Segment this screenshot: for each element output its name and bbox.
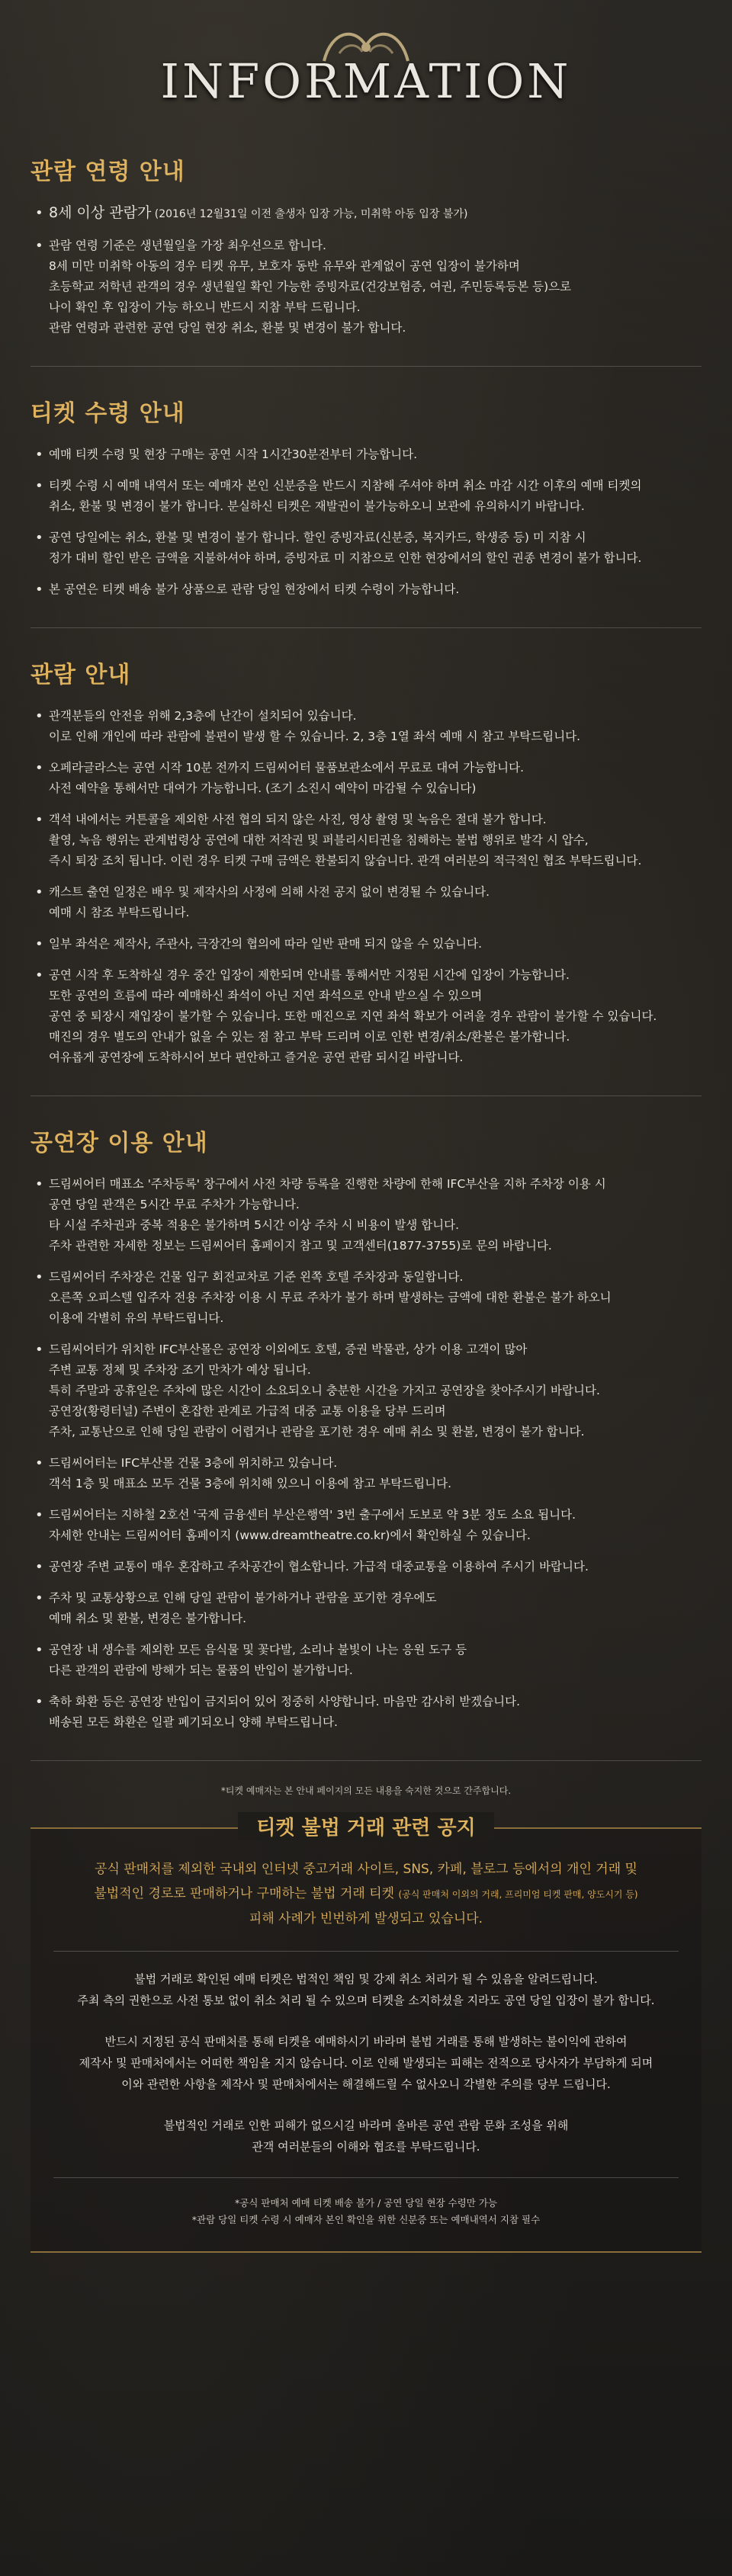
list-line: 초등학교 저학년 관객의 경우 생년월일 확인 가능한 증빙자료(건강보험증, 여권, 주민등록등본 등)으로 (49, 280, 572, 294)
list-line: • 예매 티켓 수령 및 현장 구매는 공연 시작 1시간30분전부터 가능합니다. (49, 448, 418, 461)
list-line: 또한 공연의 흐름에 따라 예매하신 좌석이 아닌 지연 좌석으로 안내 받으실 수 있으며 (49, 989, 483, 1002)
list-line: 주차 관련한 자세한 정보는 드림씨어터 홈페이지 참고 및 고객센터(1877-3755)로 문의 바랍니다. (49, 1239, 552, 1253)
venue-section-title: 공연장 이용 안내 (30, 1130, 208, 1156)
list-item (30, 1174, 702, 1256)
notice-paragraph (53, 2031, 679, 2095)
list-line: • 드림씨어터가 위치한 IFC부산몰은 공연장 이외에도 호텔, 증권 박물관, 상가 이용 고객이 많아 (49, 1343, 528, 1356)
list-line: • 공연장 내 생수를 제외한 모든 음식물 및 꽃다발, 소리나 불빛이 나는 응원 도구 등 (49, 1643, 467, 1657)
notice-line: 반드시 지정된 공식 판매처를 통해 티켓을 예매하시기 바라며 불법 거래를 통해 발생하는 불이익에 관하여 (104, 2035, 628, 2048)
list-line: 특히 주말과 공휴일은 주차에 많은 시간이 소요되오니 충분한 시간을 가지고 공연장을 찾아주시기 바랍니다. (49, 1384, 600, 1397)
divider (30, 627, 702, 628)
ticket-section (0, 394, 732, 600)
notice-line: 불법적인 경로로 판매하거나 구매하는 불법 거래 티켓 (94, 1886, 395, 1901)
list-line: • 드림씨어터 매표소 '주차등록' 창구에서 사전 차량 등록을 진행한 차량에 한해 IFC부산을 지하 주차장 이용 시 (49, 1177, 606, 1191)
notice-line: 주최 측의 권한으로 사전 통보 없이 취소 처리 될 수 있으며 티켓을 소지하셨을 지라도 공연 당일 입장이 불가 합니다. (77, 1994, 655, 2007)
list-line: • 공연장 주변 교통이 매우 혼잡하고 주차공간이 협소합니다. 가급적 대중교통을 이용하여 주시기 바랍니다. (49, 1560, 589, 1574)
notice-line: 피해 사례가 빈번하게 발생되고 있습니다. (249, 1911, 483, 1926)
notice-paragraph (53, 2115, 679, 2157)
list-line: • 오페라글라스는 공연 시작 10분 전까지 드림씨어터 물품보관소에서 무료로 대여 가능합니다. (49, 761, 524, 775)
venue-section (0, 1124, 732, 1733)
notice-line: 이와 관련한 사항을 제작사 및 판매처에서는 해결해드릴 수 없사오니 각별한 주의를 당부 드립니다. (121, 2077, 611, 2091)
age-section (0, 152, 732, 338)
list-line: • 티켓 수령 시 예매 내역서 또는 예매자 본인 신분증을 반드시 지참해 주셔야 하며 취소 마감 시간 이후의 예매 티켓의 (49, 479, 642, 492)
notice-line: (공식 판매처 이외의 거래, 프리미엄 티켓 판매, 양도시기 등) (398, 1889, 638, 1900)
list-item (30, 528, 702, 569)
list-line: 자세한 안내는 드림씨어터 홈페이지 (www.dreamtheatre.co.kr)에서 확인하실 수 있습니다. (49, 1529, 531, 1542)
list-line: • 축하 화환 등은 공연장 반입이 금지되어 있어 정중히 사양합니다. 마음만 감사히 받겠습니다. (49, 1695, 521, 1708)
list-item (30, 882, 702, 923)
header (0, 0, 732, 137)
viewing-section (0, 656, 732, 1068)
list-line: 정가 대비 할인 받은 금액을 지불하셔야 하며, 증빙자료 미 지참으로 인한 현장에서의 할인 권종 변경이 불가 합니다. (49, 551, 642, 565)
list-item (30, 934, 702, 954)
list-item (30, 203, 702, 225)
notice-footer (53, 2195, 679, 2228)
age-section-title: 관람 연령 안내 (30, 159, 185, 185)
list-line: 이로 인해 개인에 따라 관람에 불편이 발생 할 수 있습니다. 2, 3층 1열 좌석 예매 시 참고 부탁드립니다. (49, 730, 581, 743)
divider (30, 1760, 702, 1761)
age-list (30, 203, 702, 338)
list-line: 여유롭게 공연장에 도착하시어 보다 편안하고 즐거운 공연 관람 되시길 바랍니다. (49, 1051, 464, 1064)
list-item (30, 706, 702, 747)
list-line: 즉시 퇴장 조치 됩니다. 이런 경우 티켓 구매 금액은 환불되지 않습니다. 관객 여러분의 적극적인 협조 부탁드립니다. (49, 854, 642, 868)
list-item (30, 476, 702, 517)
list-item (30, 965, 702, 1068)
notice-line: 공식 판매처를 제외한 국내외 인터넷 중고거래 사이트, SNS, 카페, 블로그 등에서의 개인 거래 및 (95, 1862, 637, 1877)
list-line: 오른쪽 오피스텔 입주자 전용 주차장 이용 시 무료 주차가 불가 하며 발생하는 금액에 대한 환불은 불가 하오니 (49, 1291, 612, 1304)
viewing-section-title: 관람 안내 (30, 662, 131, 688)
list-line: 취소, 환불 및 변경이 불가 합니다. 분실하신 티켓은 재발권이 불가능하오니 보관에 유의하시기 바랍니다. (49, 499, 585, 513)
notice-line: 불법적인 거래로 인한 피해가 없으시길 바라며 올바른 공연 관람 문화 조성을 위해 (163, 2119, 569, 2132)
illegal-trade-notice (30, 1817, 702, 2253)
list-line: • 드림씨어터 주차장은 건물 입구 회전교차로 기준 왼쪽 호텔 주차장과 동일합니다. (49, 1270, 464, 1284)
age-rating-note: (2016년 12월31일 이전 출생자 입장 가능, 미취학 아동 입장 불가) (151, 208, 468, 220)
list-item (30, 810, 702, 871)
list-line: 이용에 각별히 유의 부탁드립니다. (49, 1311, 224, 1325)
notice-title: 티켓 불법 거래 관련 공지 (238, 1812, 493, 1840)
list-line: • 캐스트 출연 일정은 배우 및 제작사의 사정에 의해 사전 공지 없이 변경될 수 있습니다. (49, 885, 490, 899)
list-item (30, 1453, 702, 1494)
list-item (30, 758, 702, 799)
notice-paragraph (53, 1968, 679, 2011)
list-line: 예매 취소 및 환불, 변경은 불가합니다. (49, 1612, 247, 1625)
list-item (30, 579, 702, 600)
list-line: 사전 예약을 통해서만 대여가 가능합니다. (조기 소진시 예약이 마감될 수 있습니다) (49, 781, 477, 795)
list-line: 객석 1층 및 매표소 모두 건물 3층에 위치해 있으니 이용에 참고 부탁드립니다. (49, 1477, 452, 1490)
list-line: • 관람 연령 기준은 생년월일을 가장 최우선으로 합니다. (49, 239, 326, 252)
list-line: 매진의 경우 별도의 안내가 없을 수 있는 점 참고 부탁 드리며 이로 인한 변경/취소/환불은 불가합니다. (49, 1030, 570, 1044)
list-line: 공연 중 퇴장시 재입장이 불가할 수 있습니다. 또한 매진으로 지연 좌석 확보가 어려울 경우 관람이 불가할 수 있습니다. (49, 1009, 657, 1023)
list-line: • 본 공연은 티켓 배송 불가 상품으로 관람 당일 현장에서 티켓 수령이 가능합니다. (49, 582, 460, 596)
age-rating: 8세 이상 관람가 (49, 204, 152, 221)
list-line: 공연장(황령터널) 주변이 혼잡한 관계로 가급적 대중 교통 이용을 당부 드리며 (49, 1404, 446, 1418)
list-item (30, 444, 702, 465)
list-item (30, 1339, 702, 1442)
list-item (30, 1267, 702, 1329)
list-item (30, 1588, 702, 1629)
list-line: 배송된 모든 화환은 일괄 폐기되오니 양해 부탁드립니다. (49, 1715, 338, 1729)
list-line: 다른 관객의 관람에 방해가 되는 물품의 반입이 불가합니다. (49, 1663, 353, 1677)
notice-line: *공식 판매처 예매 티켓 배송 불가 / 공연 당일 현장 수령만 가능 (235, 2197, 497, 2209)
list-line: • 관객분들의 안전을 위해 2,3층에 난간이 설치되어 있습니다. (49, 709, 357, 723)
list-line: • 일부 좌석은 제작사, 주관사, 극장간의 협의에 따라 일반 판매 되지 않을 수 있습니다. (49, 937, 483, 951)
notice-highlight (53, 1857, 679, 1931)
list-item (30, 1692, 702, 1733)
list-item (30, 1505, 702, 1546)
page-title: INFORMATION (160, 53, 572, 109)
list-line: 나이 확인 후 입장이 가능 하오니 반드시 지참 부탁 드립니다. (49, 300, 361, 314)
divider (53, 1951, 679, 1952)
venue-list (30, 1174, 702, 1733)
list-line: 타 시설 주차권과 중복 적용은 불가하며 5시간 이상 주차 시 비용이 발생 합니다. (49, 1218, 460, 1232)
list-item (30, 1640, 702, 1681)
list-line: 관람 연령과 관련한 공연 당일 현장 취소, 환불 및 변경이 불가 합니다. (49, 321, 406, 335)
list-line: 8세 미만 미취학 아동의 경우 티켓 유무, 보호자 동반 유무와 관계없이 공연 입장이 불가하며 (49, 259, 520, 273)
list-line: • 공연 시작 후 도착하실 경우 중간 입장이 제한되며 안내를 통해서만 지정된 시간에 입장이 가능합니다. (49, 968, 570, 982)
list-line: • 주차 및 교통상황으로 인해 당일 관람이 불가하거나 관람을 포기한 경우에도 (49, 1591, 437, 1605)
list-line: • 드림씨어터는 IFC부산몰 건물 3층에 위치하고 있습니다. (49, 1456, 338, 1470)
viewing-list (30, 706, 702, 1068)
notice-line: 관객 여러분들의 이해와 협조를 부탁드립니다. (252, 2140, 480, 2154)
notice-line: 제작사 및 판매처에서는 어떠한 책임을 지지 않습니다. 이로 인해 발생되는 피해는 전적으로 당사자가 부담하게 되며 (79, 2056, 653, 2070)
list-item (30, 236, 702, 338)
list-line: 공연 당일 관객은 5시간 무료 주차가 가능합니다. (49, 1198, 300, 1211)
list-item (30, 1557, 702, 1577)
footnote: *티켓 예매자는 본 안내 페이지의 모든 내용을 숙지한 것으로 간주합니다. (220, 1785, 512, 1796)
list-line: • 객석 내에서는 커튼콜을 제외한 사전 협의 되지 않은 사진, 영상 촬영 및 녹음은 절대 불가 합니다. (49, 813, 547, 826)
list-line: • 공연 당일에는 취소, 환불 및 변경이 불가 합니다. 할인 증빙자료(신분증, 복지카드, 학생증 등) 미 지참 시 (49, 531, 586, 544)
divider (30, 366, 702, 367)
list-line: 촬영, 녹음 행위는 관계법령상 공연에 대한 저작권 및 퍼블리시티권을 침해하는 불법 행위로 발각 시 압수, (49, 833, 589, 847)
divider (53, 2177, 679, 2178)
ticket-list (30, 444, 702, 600)
list-line: 주변 교통 정체 및 주차장 조기 만차가 예상 됩니다. (49, 1363, 311, 1377)
list-line: 주차, 교통난으로 인해 당일 관람이 어렵거나 관람을 포기한 경우 예매 취소 및 환불, 변경이 불가 합니다. (49, 1425, 585, 1439)
notice-line: 불법 거래로 확인된 예매 티켓은 법적인 책임 및 강제 취소 처리가 될 수 있음을 알려드립니다. (134, 1972, 598, 1986)
list-line: • 드림씨어터는 지하철 2호선 '국제 금융센터 부산은행역' 3번 출구에서 도보로 약 3분 정도 소요 됩니다. (49, 1508, 576, 1522)
ticket-section-title: 티켓 수령 안내 (30, 400, 185, 427)
list-line: 예매 시 참조 부탁드립니다. (49, 906, 190, 919)
notice-line: *관람 당일 티켓 수령 시 예매자 본인 확인을 위한 신분증 또는 예매내역서 지참 필수 (191, 2214, 541, 2225)
